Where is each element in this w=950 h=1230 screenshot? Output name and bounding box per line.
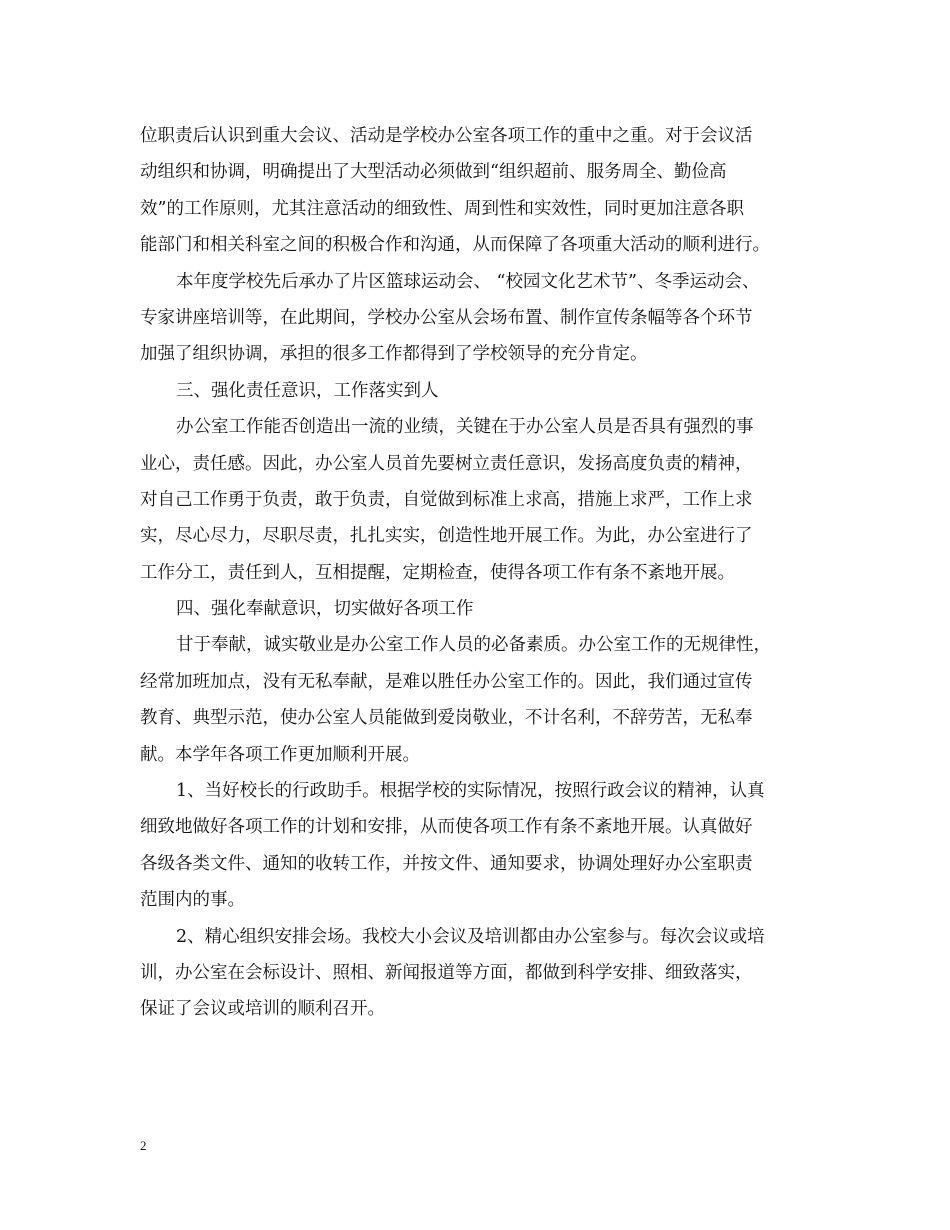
text-line: 能部门和相关科室之间的积极合作和沟通，从而保障了各项重大活动的顺利进行。 xyxy=(140,235,770,256)
text-line: 保证了会议或培训的顺利召开。 xyxy=(140,999,385,1020)
text-line: 三、强化责任意识，工作落实到人 xyxy=(176,380,439,401)
text-line: 动组织和协调，明确提出了大型活动必须做到“组织超前、服务周全、勤俭高 xyxy=(140,162,727,183)
text-line: 效”的工作原则，尤其注意活动的细致性、周到性和实效性，同时更加注意各职 xyxy=(140,198,744,219)
text-line: 本年度学校先后承办了片区篮球运动会、 “校园文化艺术节”、冬季运动会、 xyxy=(176,271,760,292)
text-line: 细致地做好各项工作的计划和安排，从而使各项工作有条不紊地开展。认真做好 xyxy=(140,817,753,838)
text-line: 训，办公室在会标设计、照相、新闻报道等方面，都做到科学安排、细致落实， xyxy=(140,962,753,983)
page-number: 2 xyxy=(140,1138,147,1153)
text-line: 加强了组织协调，承担的很多工作都得到了学校领导的充分肯定。 xyxy=(140,344,648,365)
text-line: 2、精心组织安排会场。我校大小会议及培训都由办公室参与。每次会议或培 xyxy=(176,926,765,947)
text-line: 各级各类文件、通知的收转工作，并按文件、通知要求，协调处理好办公室职责 xyxy=(140,853,753,874)
text-line: 献。本学年各项工作更加顺利开展。 xyxy=(140,744,420,765)
text-line: 对自己工作勇于负责，敢于负责，自觉做到标准上求高，措施上求严，工作上求 xyxy=(140,489,753,510)
text-line: 业心，责任感。因此，办公室人员首先要树立责任意识，发扬高度负责的精神， xyxy=(140,453,753,474)
text-line: 1、当好校长的行政助手。根据学校的实际情况，按照行政会议的精神，认真 xyxy=(176,781,765,802)
text-line: 位职责后认识到重大会议、活动是学校办公室各项工作的重中之重。对于会议活 xyxy=(140,126,753,146)
document-body xyxy=(140,118,820,1028)
text-line: 办公室工作能否创造出一流的业绩，关键在于办公室人员是否具有强烈的事 xyxy=(176,417,754,438)
text-line: 经常加班加点，没有无私奉献，是难以胜任办公室工作的。因此，我们通过宣传 xyxy=(140,671,753,692)
text-line: 工作分工，责任到人，互相提醒，定期检查，使得各项工作有条不紊地开展。 xyxy=(140,562,735,583)
text-line: 甘于奉献，诚实敬业是办公室工作人员的必备素质。办公室工作的无规律性， xyxy=(176,635,771,656)
text-line: 专家讲座培训等，在此期间，学校办公室从会场布置、制作宣传条幅等各个环节 xyxy=(140,307,753,328)
text-line: 范围内的事。 xyxy=(140,890,245,911)
text-line: 教育、典型示范，使办公室人员能做到爱岗敬业，不计名利，不辞劳苦，无私奉 xyxy=(140,708,753,729)
text-line: 四、强化奉献意识，切实做好各项工作 xyxy=(176,599,474,620)
text-line: 实，尽心尽力，尽职尽责，扎扎实实，创造性地开展工作。为此，办公室进行了 xyxy=(140,526,753,547)
